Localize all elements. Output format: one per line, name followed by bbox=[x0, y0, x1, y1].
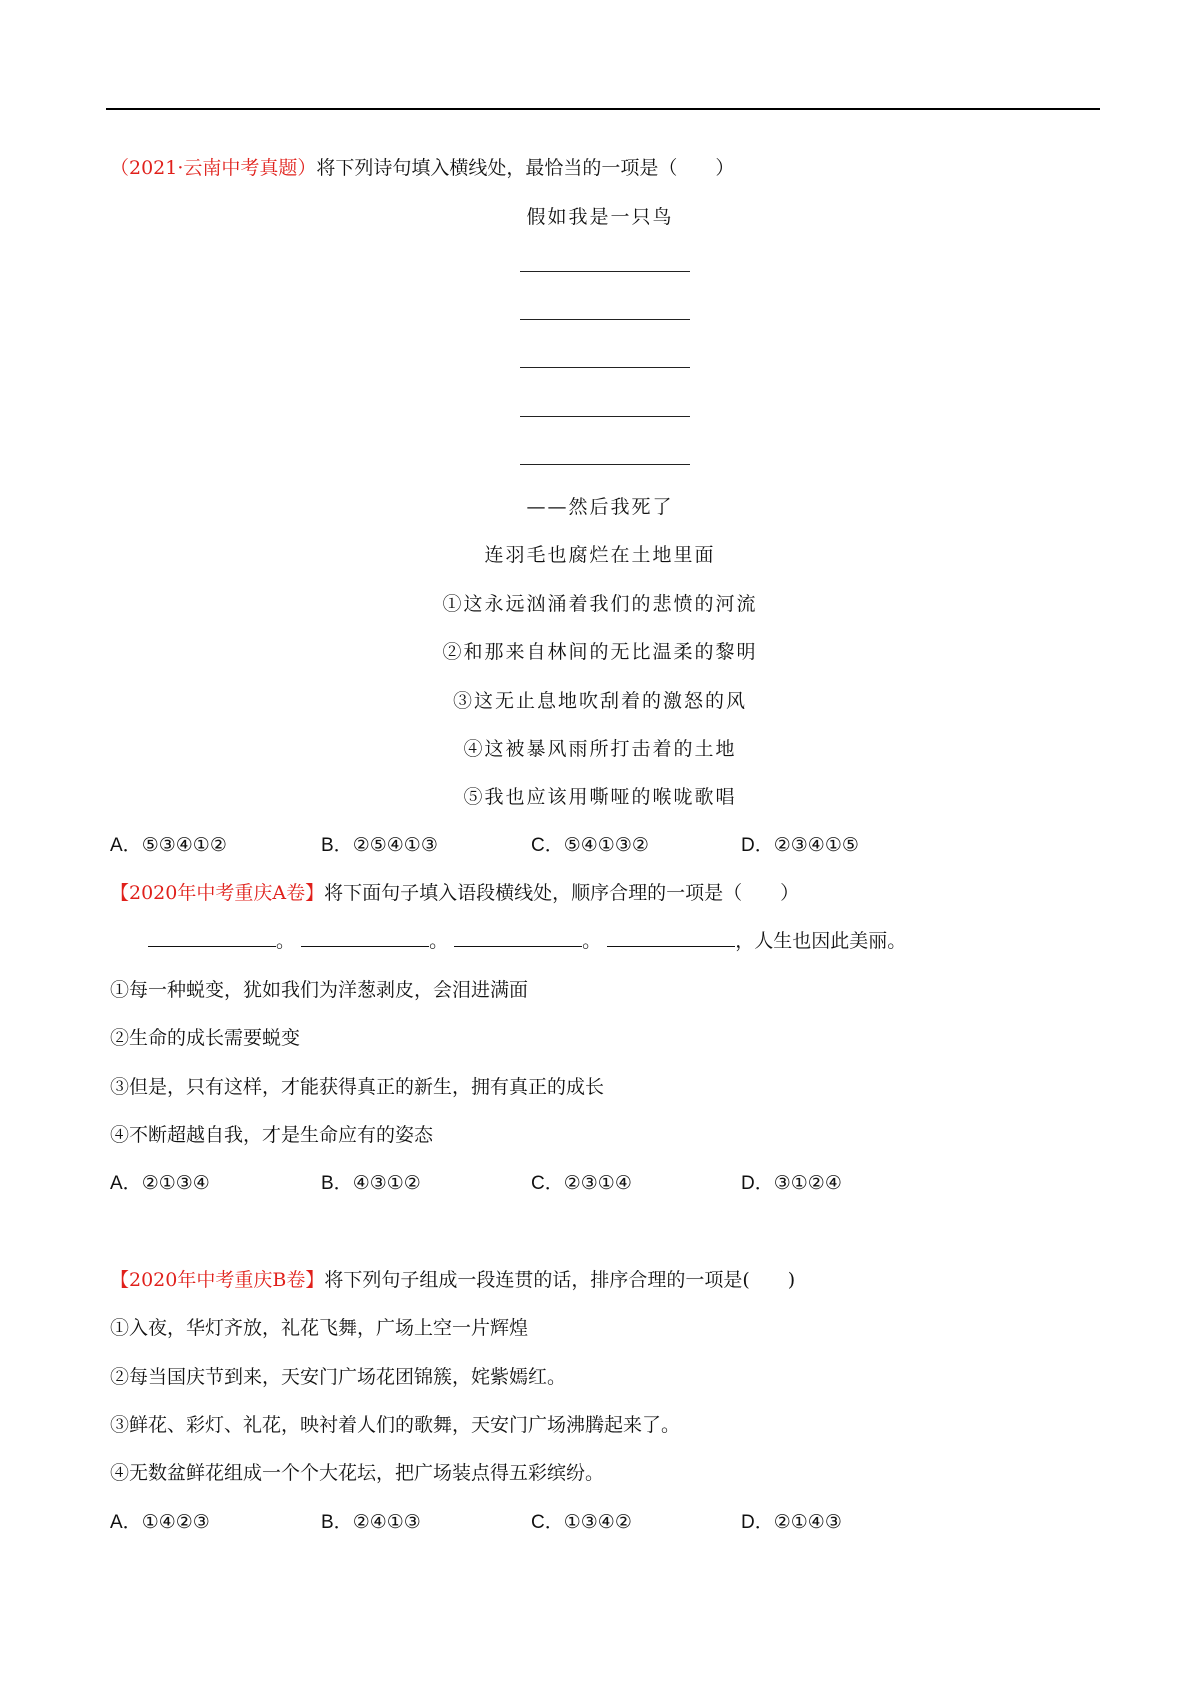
question-2-option-b[interactable]: B．④③①② bbox=[321, 1172, 421, 1194]
question-2-item-3: ③但是，只有这样，才能获得真正的新生，拥有真正的成长 bbox=[110, 1076, 605, 1098]
question-2-item-2: ②生命的成长需要蜕变 bbox=[110, 1027, 301, 1049]
question-3-item-3: ③鲜花、彩灯、礼花，映衬着人们的歌舞，天安门广场沸腾起来了。 bbox=[110, 1414, 681, 1436]
question-1-option-a[interactable]: A．⑤③④①② bbox=[110, 834, 227, 856]
question-2-source-tag: 【2020年中考重庆A卷】 bbox=[110, 882, 325, 904]
fill-sentence-ending: 人生也因此美丽。 bbox=[754, 930, 907, 952]
poem-item-3: ③这无止息地吹刮着的激怒的风 bbox=[452, 690, 747, 712]
poem-blank-3 bbox=[520, 367, 690, 368]
poem-blank-5 bbox=[520, 464, 690, 465]
poem-item-2: ②和那来自林间的无比温柔的黎明 bbox=[442, 641, 758, 663]
question-2-item-4: ④不断超越自我，才是生命应有的姿态 bbox=[110, 1124, 434, 1146]
poem-after-line-2: 连羽毛也腐烂在土地里面 bbox=[484, 544, 716, 566]
question-3-item-4: ④无数盆鲜花组成一个个大花坛，把广场装点得五彩缤纷。 bbox=[110, 1462, 605, 1484]
poem-after-line-1: ——然后我死了 bbox=[526, 496, 674, 518]
question-2-fill-sentence: 。 。 。 ，人生也因此美丽。 bbox=[148, 928, 906, 954]
question-1-stem-line bbox=[110, 155, 734, 181]
question-3-stem: 将下列句子组成一段连贯的话，排序合理的一项是( ) bbox=[324, 1269, 796, 1291]
question-1-source-tag: （2021·云南中考真题） bbox=[110, 157, 317, 179]
question-3-option-a[interactable]: A．①④②③ bbox=[110, 1511, 210, 1533]
question-2-option-c[interactable]: C．②③①④ bbox=[531, 1172, 632, 1194]
question-3-item-1: ①入夜，华灯齐放，礼花飞舞，广场上空一片辉煌 bbox=[110, 1317, 529, 1339]
poem-item-5: ⑤我也应该用嘶哑的喉咙歌唱 bbox=[463, 786, 737, 808]
question-1-option-d[interactable]: D．②③④①⑤ bbox=[741, 834, 859, 856]
fill-blank-1 bbox=[148, 928, 276, 947]
question-1-option-c[interactable]: C．⑤④①③② bbox=[531, 834, 649, 856]
question-2-option-a[interactable]: A．②①③④ bbox=[110, 1172, 210, 1194]
question-1-option-b[interactable]: B．②⑤④①③ bbox=[321, 834, 438, 856]
question-3-item-2: ②每当国庆节到来，天安门广场花团锦簇，姹紫嫣红。 bbox=[110, 1366, 567, 1388]
header-rule bbox=[106, 108, 1100, 110]
poem-blank-1 bbox=[520, 271, 690, 272]
question-3-stem-line bbox=[110, 1267, 795, 1293]
poem-item-4: ④这被暴风雨所打击着的土地 bbox=[463, 738, 737, 760]
fill-blank-4 bbox=[607, 928, 735, 947]
poem-blank-2 bbox=[520, 319, 690, 320]
question-2-item-1: ①每一种蜕变，犹如我们为洋葱剥皮，会泪进满面 bbox=[110, 979, 529, 1001]
poem-item-1: ①这永远汹涌着我们的悲愤的河流 bbox=[442, 593, 758, 615]
question-3-source-tag: 【2020年中考重庆B卷】 bbox=[110, 1269, 325, 1291]
question-3-option-b[interactable]: B．②④①③ bbox=[321, 1511, 421, 1533]
question-2-stem-line bbox=[110, 880, 799, 906]
fill-blank-2 bbox=[301, 928, 429, 947]
poem-first-line: 假如我是一只鸟 bbox=[526, 206, 674, 228]
question-2-stem: 将下面句子填入语段横线处，顺序合理的一项是（ ） bbox=[324, 882, 800, 904]
fill-blank-3 bbox=[454, 928, 582, 947]
question-3-option-d[interactable]: D．②①④③ bbox=[741, 1511, 842, 1533]
question-2-option-d[interactable]: D．③①②④ bbox=[741, 1172, 842, 1194]
question-3-option-c[interactable]: C．①③④② bbox=[531, 1511, 632, 1533]
question-1-stem: 将下列诗句填入横线处，最恰当的一项是（ ） bbox=[316, 157, 735, 179]
poem-blank-4 bbox=[520, 416, 690, 417]
